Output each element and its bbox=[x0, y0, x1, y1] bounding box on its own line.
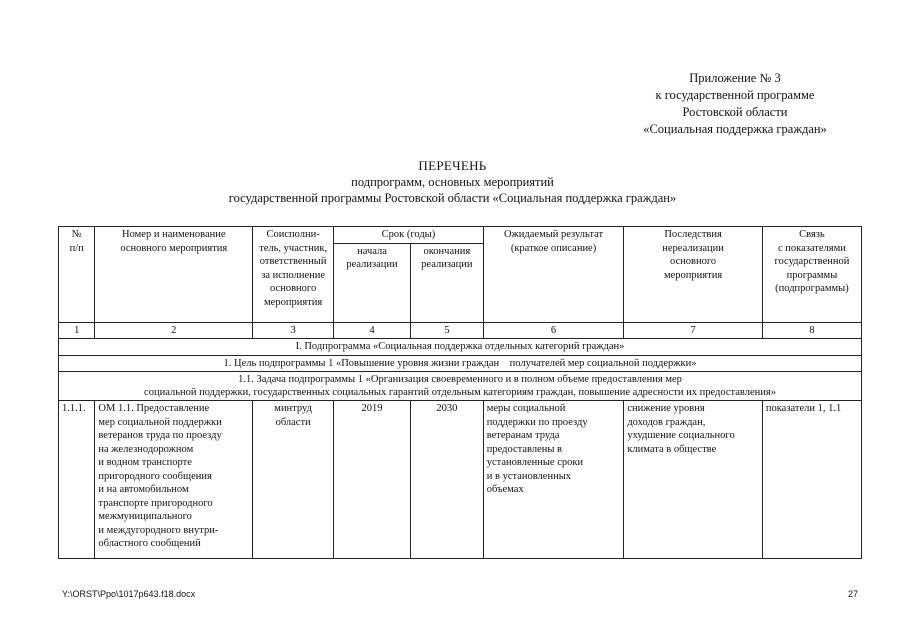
section-title: I. Подпрограмма «Социальная поддержка отдельных категорий граждан» bbox=[59, 339, 862, 356]
col-number: 3 bbox=[253, 322, 334, 339]
page-number: 27 bbox=[847, 589, 858, 599]
goal-title: 1. Цель подпрограммы 1 «Повышение уровня жизни граждан получателей мер социальной поддержки» bbox=[59, 355, 862, 372]
header-start: начала реализации bbox=[334, 243, 411, 322]
footer-file-path: Y:\ORST\Ppo\1017p643.f18.docx bbox=[62, 589, 196, 599]
header-term: Срок (годы) bbox=[334, 227, 484, 244]
row-executor: минтруд области bbox=[253, 401, 334, 559]
appendix-line-3: Ростовской области bbox=[682, 105, 788, 119]
task-title bbox=[59, 372, 862, 401]
header-num: № п/п bbox=[59, 227, 95, 323]
appendix-block bbox=[560, 70, 905, 138]
col-number: 5 bbox=[410, 322, 483, 339]
appendix-line-1: Приложение № 3 bbox=[689, 71, 781, 85]
appendix-line-4: «Социальная поддержка граждан» bbox=[643, 122, 827, 136]
title-heading: ПЕРЕЧЕНЬ bbox=[418, 158, 487, 173]
header-end: окончания реализации bbox=[410, 243, 483, 322]
row-link: показатели 1, 1.1 bbox=[762, 401, 861, 559]
col-number: 4 bbox=[334, 322, 411, 339]
section-row bbox=[59, 339, 862, 356]
document-title bbox=[0, 158, 905, 206]
table-row bbox=[59, 401, 862, 559]
col-number: 1 bbox=[59, 322, 95, 339]
header-executor: Соисполни- тель, участник, ответственный за исполнение основного мероприятия bbox=[253, 227, 334, 323]
task-line-1: 1.1. Задача подпрограммы 1 «Организация своевременного и в полном объеме предоставления мер bbox=[238, 374, 682, 385]
row-name: ОМ 1.1. Предоставление мер социальной поддержки ветеранов труда по проезду на железнодорожном и водном транспорте пригородного сообщения и на автомобильном транспорте пригородного межмуниципального и междугородного внутри- областного сообщений bbox=[95, 401, 253, 559]
col-number: 7 bbox=[624, 322, 763, 339]
goal-row bbox=[59, 355, 862, 372]
activities-table bbox=[58, 226, 862, 559]
appendix-line-2: к государственной программе bbox=[655, 88, 815, 102]
task-line-2: социальной поддержки, государственных социальных гарантий отдельным категориям граждан, повышение адресности их предоставления» bbox=[144, 387, 776, 398]
row-num: 1.1.1. bbox=[59, 401, 95, 559]
row-result: меры социальной поддержки по проезду ветеранам труда предоставлены в установленные сроки и в установленных объемах bbox=[483, 401, 624, 559]
title-line-2: подпрограмм, основных мероприятий bbox=[351, 175, 554, 189]
row-consequences: снижение уровня доходов граждан, ухудшение социального климата в обществе bbox=[624, 401, 763, 559]
header-result: Ожидаемый результат (краткое описание) bbox=[483, 227, 624, 323]
header-name: Номер и наименование основного мероприятия bbox=[95, 227, 253, 323]
header-row-1 bbox=[59, 227, 862, 244]
task-row bbox=[59, 372, 862, 401]
col-number: 6 bbox=[483, 322, 624, 339]
col-number: 8 bbox=[762, 322, 861, 339]
col-number: 2 bbox=[95, 322, 253, 339]
column-numbers-row bbox=[59, 322, 862, 339]
row-start: 2019 bbox=[334, 401, 411, 559]
row-end: 2030 bbox=[410, 401, 483, 559]
header-consequences: Последствия нереализации основного мероприятия bbox=[624, 227, 763, 323]
header-link: Связь с показателями государственной программы (подпрограммы) bbox=[762, 227, 861, 323]
title-line-3: государственной программы Ростовской области «Социальная поддержка граждан» bbox=[228, 191, 677, 205]
